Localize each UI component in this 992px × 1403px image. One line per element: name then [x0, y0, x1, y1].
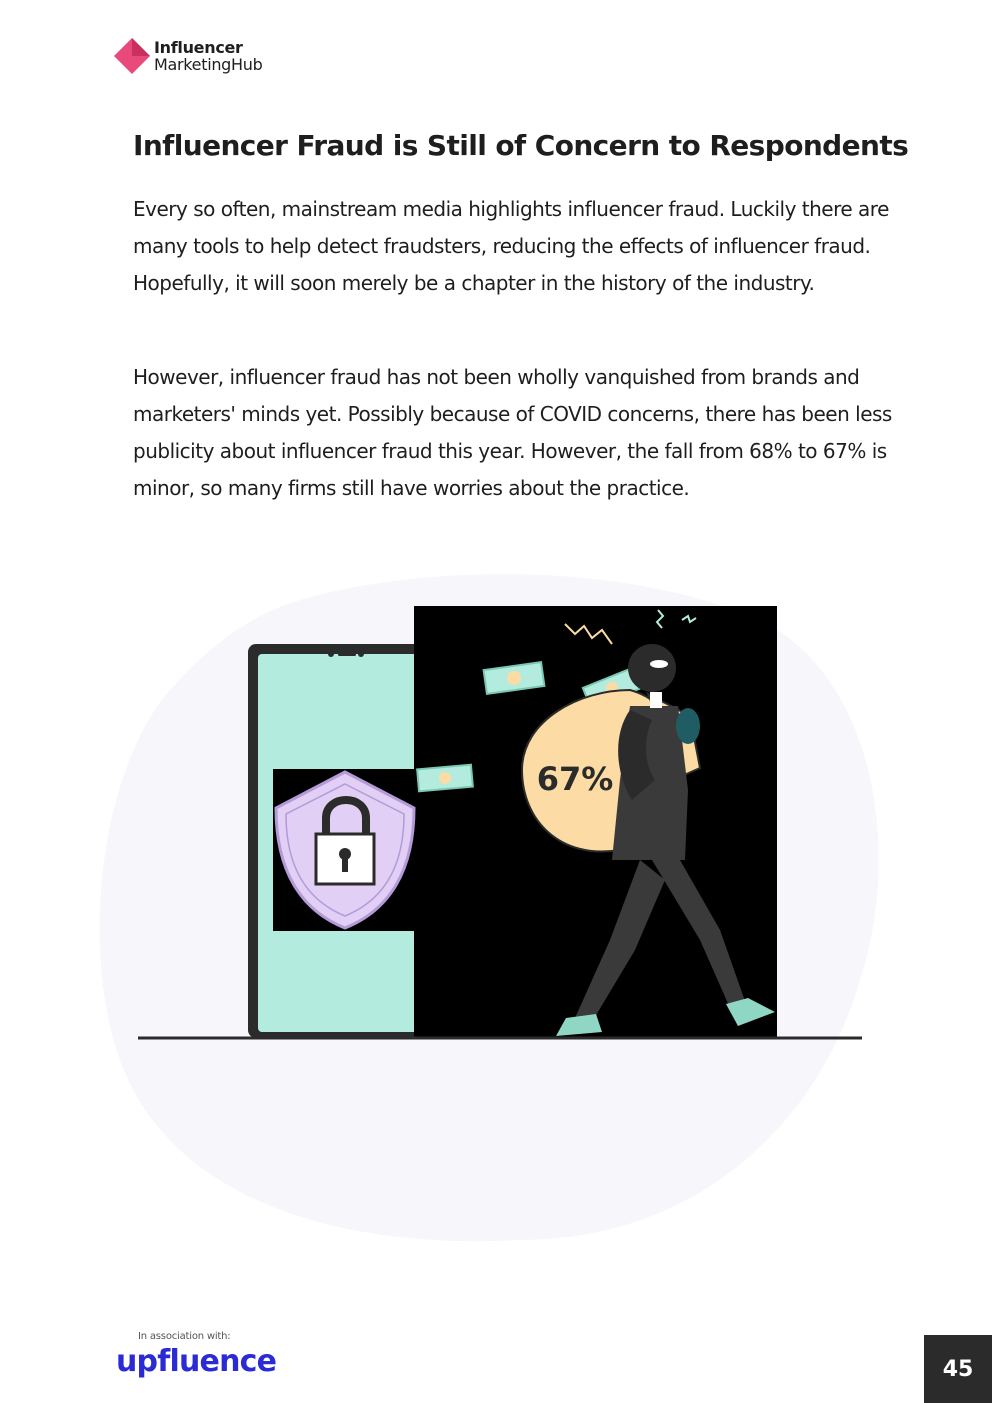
brand-diamond-icon	[114, 38, 150, 74]
partner-logo[interactable]: upfluence	[116, 1344, 277, 1379]
fraud-illustration	[0, 560, 992, 1260]
body-paragraph-1: Every so often, mainstream media highlights influencer fraud. Luckily there are many tools to help detect fraudsters, reducing the effects of influencer fraud. Hopefully, it will soon merely be a chapter in the history of the industry.	[133, 197, 889, 295]
page-number-box	[924, 1335, 992, 1403]
bag-percentage-label: 67%	[536, 760, 614, 798]
association-label: In association with:	[138, 1331, 231, 1342]
page-title: Influencer Fraud is Still of Concern to Respondents	[133, 129, 909, 162]
body-paragraph-2: However, influencer fraud has not been wholly vanquished from brands and marketers' minds yet. Possibly because of COVID concerns, there has been less publicity about influencer fraud this year. However, the fall from 68% to 67% is minor, so many firms still have worries about the practice.	[133, 365, 892, 500]
page-number: 45	[942, 1356, 974, 1382]
brand-name-line2: MarketingHub	[154, 55, 263, 74]
brand-logo[interactable]	[114, 38, 262, 74]
brand-name-line1: Influencer	[154, 38, 243, 57]
